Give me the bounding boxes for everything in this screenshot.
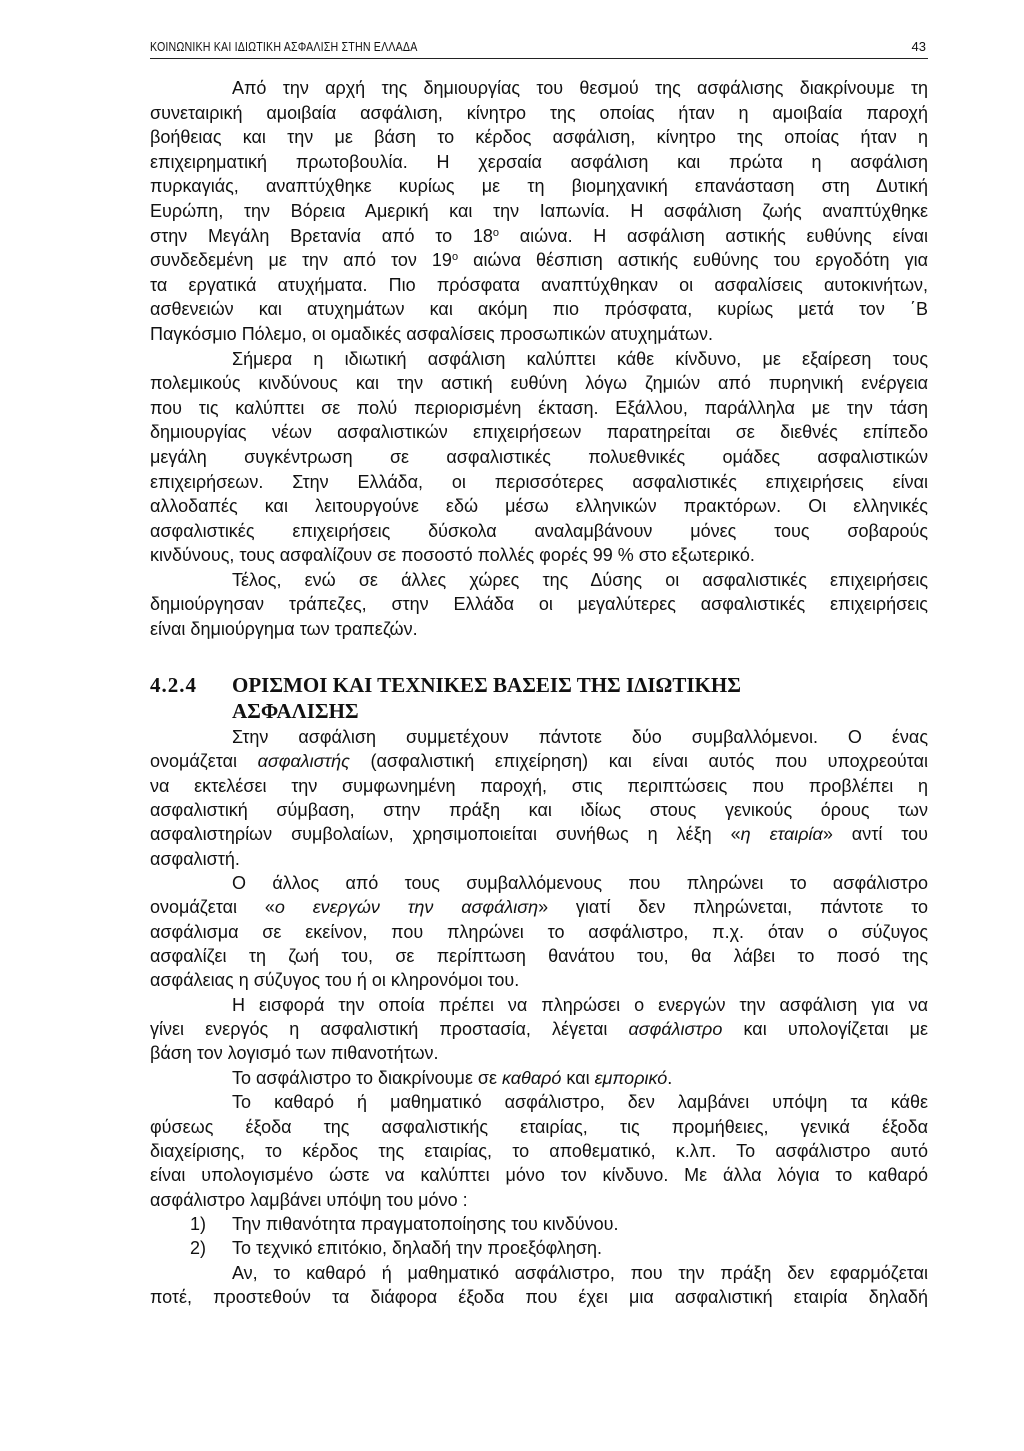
section-title-line: ΟΡΙΣΜΟΙ ΚΑΙ ΤΕΧΝΙΚΕΣ ΒΑΣΕΙΣ ΤΗΣ ΙΔΙΩΤΙΚΗΣ: [232, 673, 741, 697]
text-segment: ασφαλιστηρίων συμβολαίων, χρησιμοποιείται συνήθως η λέξη «: [150, 824, 741, 845]
emphasis: ο ενεργών την ασφάλιση: [274, 897, 539, 918]
text-line: είναι υπολογισμένο ώστε να καλύπτει μόνο τον κίνδυνο. Με άλλα λόγια το καθαρό: [150, 1165, 928, 1186]
text-segment: Το ασφάλιστρο το διακρίνουμε σε: [232, 1067, 503, 1088]
list-marker: 2): [190, 1238, 207, 1259]
text-line: βάση τον λογισμό των πιθανοτήτων.: [150, 1043, 439, 1064]
text-line: [150, 248, 928, 273]
emphasis: ασφάλιστρο: [628, 1019, 723, 1040]
text-segment: γίνει ενεργός η ασφαλιστική προστασία, λέγεται: [150, 1019, 629, 1040]
emphasis: ασφαλιστής: [257, 751, 350, 772]
text-segment: .: [667, 1067, 673, 1088]
text-line: Σήμερα η ιδιωτική ασφάλιση καλύπτει κάθε κίνδυνο, με εξαίρεση τους: [232, 348, 928, 369]
paragraph: [150, 568, 928, 642]
section-definitions: [150, 725, 928, 1309]
text-line: επιχειρήσεων. Στην Ελλάδα, οι περισσότερες ασφαλιστικές επιχειρήσεις είναι: [150, 471, 928, 492]
text-line: ασφάλειας η σύζυγος του ή οι κληρονόμοι του.: [150, 970, 520, 991]
text-line: [150, 822, 928, 846]
text-line: [150, 224, 928, 249]
ordinal-superscript: ο: [492, 226, 500, 239]
section-title-line: ΑΣΦΑΛΙΣΗΣ: [232, 699, 359, 723]
emphasis: καθαρό: [502, 1067, 562, 1088]
text-line: [150, 895, 928, 919]
paragraph: [150, 1066, 928, 1090]
list-item-text: Την πιθανότητα πραγματοποίησης του κινδύνου.: [232, 1213, 619, 1234]
text-line: κινδύνους, τους ασφαλίζουν σε ποσοστό πολλές φορές 99 % στο εξωτερικό.: [150, 545, 755, 566]
text-segment: και υπολογίζεται με: [722, 1019, 928, 1040]
ordinal-superscript: ο: [451, 251, 459, 264]
text-segment: αιώνα. Η ασφάλιση αστικής ευθύνης είναι: [499, 225, 928, 246]
text-segment: στην Μεγάλη Βρετανία από το 18: [150, 225, 493, 246]
paragraph: [150, 76, 928, 347]
page-number: 43: [911, 39, 926, 54]
paragraph: [150, 1090, 928, 1212]
text-segment: ονομάζεται «: [150, 897, 275, 918]
text-line: πυρκαγιάς, αναπτύχθηκε κυρίως με τη βιομηχανική επανάσταση στη Δυτική: [150, 176, 928, 197]
text-line: ασφάλισμα σε εκείνον, που πληρώνει το ασφάλιστρο, π.χ. όταν ο σύζυγος: [150, 921, 928, 942]
text-line: ασφαλιστική σύμβαση, στην πράξη και ιδίως στους γενικούς όρους των: [150, 800, 928, 821]
text-line: πολεμικούς κινδύνους και την αστική ευθύνη λόγω ζημιών από πυρηνική ενέργεια: [150, 373, 928, 394]
paragraph: [150, 1261, 928, 1310]
text-line: [150, 1017, 928, 1041]
emphasis: εμπορικό: [594, 1067, 668, 1088]
text-line: ασθενειών και ατυχημάτων και ακόμη πιο πρόσφατα, κυρίως μετά τον ΄Β: [150, 299, 928, 320]
text-segment: συνδεδεμένη με την από τον 19: [150, 250, 452, 271]
numbered-list: [150, 1212, 928, 1261]
section-number: 4.2.4: [150, 673, 197, 697]
paragraph: [150, 993, 928, 1066]
text-line: [150, 1066, 928, 1090]
text-line: δημιουργίας νέων ασφαλιστικών επιχειρήσεων παρατηρείται σε διεθνές επίπεδο: [150, 422, 928, 443]
text-line: τα εργατικά ατυχήματα. Πιο πρόσφατα αναπτύχθηκαν οι ασφαλίσεις αυτοκινήτων,: [150, 274, 928, 295]
text-segment: και: [561, 1067, 595, 1088]
list-marker: 1): [190, 1213, 207, 1234]
text-line: [150, 749, 928, 773]
text-line: να εκτελέσει την συμφωνημένη παροχή, στις περιπτώσεις που προβλέπει η: [150, 775, 928, 796]
text-line: Στην ασφάλιση συμμετέχουν πάντοτε δύο συμβαλλόμενοι. Ο ένας: [232, 727, 928, 747]
emphasis: η εταιρία: [740, 824, 823, 845]
text-line: που τις καλύπτει σε πολύ περιορισμένη έκταση. Εξάλλου, παράλληλα με την τάση: [150, 397, 928, 418]
text-line: Ο άλλος από τους συμβαλλόμενους που πληρώνει το ασφάλιστρο: [232, 873, 928, 894]
text-line: δημιούργησαν τράπεζες, στην Ελλάδα οι μεγαλύτερες ασφαλιστικές επιχειρήσεις: [150, 594, 928, 615]
paragraph: [150, 871, 928, 993]
text-line: είναι δημιούργημα των τραπεζών.: [150, 619, 418, 640]
text-segment: ονομάζεται: [150, 751, 258, 772]
text-line: Το καθαρό ή μαθηματικό ασφάλιστρο, δεν λαμβάνει υπόψη τα κάθε: [232, 1092, 928, 1113]
list-item-text: Το τεχνικό επιτόκιο, δηλαδή την προεξόφληση.: [232, 1238, 603, 1259]
running-header-title: ΚΟΙΝΩΝΙΚΗ ΚΑΙ ΙΔΙΩΤΙΚΗ ΑΣΦΑΛΙΣΗ ΣΤΗΝ ΕΛΛΑΔΑ: [150, 39, 418, 54]
section-intro: [150, 76, 928, 642]
text-segment: (ασφαλιστική επιχείρηση) και είναι αυτός που υποχρεούται: [349, 751, 928, 772]
text-line: μεγάλη συγκέντρωση σε ασφαλιστικές πολυεθνικές ομάδες ασφαλιστικών: [150, 446, 928, 467]
text-segment: » αντί του: [822, 824, 928, 845]
text-line: φύσεως έξοδα της ασφαλιστικής εταιρίας, τις προμήθειες, γενικά έξοδα: [150, 1116, 928, 1137]
text-line: ασφαλιστικές επιχειρήσεις δύσκολα αναλαμβάνουν μόνες τους σοβαρούς: [150, 520, 928, 541]
text-line: αλλοδαπές και λειτουργούνε εδώ μέσω ελληνικών πρακτόρων. Οι ελληνικές: [150, 496, 928, 517]
paragraph: [150, 347, 928, 568]
text-line: Παγκόσμιο Πόλεμο, οι ομαδικές ασφαλίσεις προσωπικών ατυχημάτων.: [150, 323, 714, 344]
text-line: βοήθειας και την με βάση το κέρδος ασφάλιση, κίνητρο της οποίας ήταν η: [150, 127, 928, 148]
text-line: Από την αρχή της δημιουργίας του θεσμού της ασφάλισης διακρίνουμε τη: [232, 78, 928, 98]
running-header: [150, 36, 928, 59]
text-line: Τέλος, ενώ σε άλλες χώρες της Δύσης οι ασφαλιστικές επιχειρήσεις: [232, 569, 928, 590]
text-line: ασφάλιστρο λαμβάνει υπόψη του μόνο :: [150, 1189, 468, 1210]
text-line: επιχειρηματική πρωτοβουλία. Η χερσαία ασφάλιση και πρώτα η ασφάλιση: [150, 151, 928, 172]
text-line: ασφαλιστή.: [150, 848, 240, 869]
text-line: συνεταιρική αμοιβαία ασφάλιση, κίνητρο της οποίας ήταν η αμοιβαία παροχή: [150, 102, 928, 123]
text-line: ασφαλίζει τη ζωή του, σε περίπτωση θανάτου του, θα λάβει το ποσό της: [150, 946, 928, 967]
text-line: ποτέ, προστεθούν τα διάφορα έξοδα που έχει μια ασφαλιστική εταιρία δηλαδή: [150, 1286, 928, 1307]
paragraph: [150, 725, 928, 871]
list-item: [150, 1212, 928, 1236]
text-line: διαχείρισης, το κέρδος της εταιρίας, το αποθεματικό, κ.λπ. Το ασφάλιστρο αυτό: [150, 1140, 928, 1161]
list-item: [150, 1236, 928, 1260]
text-segment: αιώνα θέσπιση αστικής ευθύνης του εργοδότη για: [458, 250, 928, 271]
text-line: Ευρώπη, την Βόρεια Αμερική και την Ιαπωνία. Η ασφάλιση ζωής αναπτύχθηκε: [150, 200, 928, 221]
text-line: Η εισφορά την οποία πρέπει να πληρώσει ο ενεργών την ασφάλιση για να: [232, 994, 928, 1015]
text-segment: » γιατί δεν πληρώνεται, πάντοτε το: [538, 897, 928, 918]
text-line: Αν, το καθαρό ή μαθηματικό ασφάλιστρο, που την πράξη δεν εφαρμόζεται: [232, 1262, 928, 1283]
